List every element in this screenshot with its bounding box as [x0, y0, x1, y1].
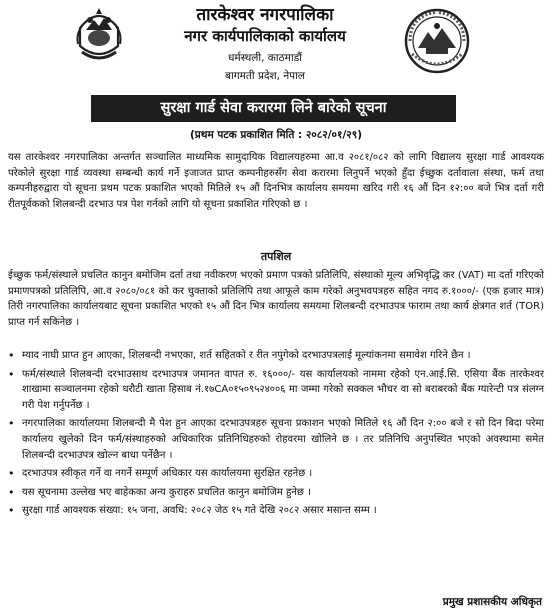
list-item — [6, 485, 544, 501]
office-address: धर्मस्थली, काठमाडौं — [227, 52, 303, 64]
bullet-icon: • — [8, 417, 15, 431]
section-heading: तपशिल — [260, 250, 292, 263]
list-item-text: यस सूचनामा उल्लेख भए बाहेकका अन्य कुराहरु प्रचलित कानुन बमोजिम हुनेछ । — [22, 486, 311, 498]
nepal-emblem-logo — [72, 6, 126, 66]
bullet-icon: • — [8, 367, 15, 381]
list-item-text: दरभाउपत्र स्वीकृत गर्ने वा नगर्ने सम्पूर्ण अधिकार यस कार्यालयमा सुरक्षित रहनेछ । — [22, 468, 313, 480]
office-name: नगर कार्यपालिकाको कार्यालय — [184, 27, 346, 45]
publish-date: (प्रथम पटक प्रकाशित मिति : २०८२/०१/२९) — [189, 129, 362, 141]
list-item — [6, 416, 544, 463]
municipality-seal-logo — [404, 8, 470, 74]
intro-paragraph: यस तारकेश्वर नगरपालिका अन्तर्गत सञ्चालित माध्यमिक सामुदायिक विद्यालयहरुमा आ.व २०८१/०८२ को लागि विद्यालय सुरक्षा गार्ड आवश्यक परेकोले सुरक्षा गार्ड व्यवस्था सम्बन्धी कार्य गर्ने इजाजत प्राप्त कम्पनीहरुसँग सेवा करारमा लिनुपर्ने भएको हुँदा ईच्छुक दर्तावाला संस्था, फर्म तथा कम्पनीहरुद्वारा यो सूचना प्रथम पटक प्रकाशित भएको मितिले १५ औं दिनभित्र कार्यालय समयमा खरिद गरी १६ औं दिन १२:०० बजे भित्र दर्ता गरी रीतपूर्वकको शिलबन्दी दरभाउ पत्र पेश गर्नको लागि यो सूचना प्रकाशित गरिएको छ । — [8, 152, 544, 210]
list-item-text: नगरपालिका कार्यालयमा शिलबन्दी मै पेश हुन आएका दरभाउपत्रहरु सूचना प्रकाशन भएको मितिले १६ औं दिन २:०० बजे र सो दिन बिदा परेमा कार्यालय खुलेको दिन फर्म/संस्थाहरुको अधिकारिक प्रतिनिधिहरुको रोहवरमा खोलिने छ । तर प्रतिनिधि अनुपस्थित भएको अवस्थामा समेत शिलबन्दी दरभाउपत्र खोल्न बाधा पर्नेछैन । — [22, 418, 544, 461]
list-item — [6, 466, 544, 482]
bullet-icon: • — [8, 467, 15, 481]
bullet-icon: • — [8, 504, 15, 518]
list-item-text: म्याद नाघी प्राप्त हुन आएका, शिलबन्दी नभएका, शर्त सहितको र रीत नपुगेको दरभाउपत्रलाई मूल्यांकनमा समावेश गरिने छैन । — [22, 350, 471, 361]
bullet-icon: • — [8, 485, 15, 499]
list-item — [6, 367, 544, 414]
list-item-text: सुरक्षा गार्ड आवश्यक संख्या: १५ जना, अवधि: २०८२ जेठ १५ गते देखि २०८२ असार मसान्त सम्म । — [22, 505, 377, 517]
list-item — [6, 503, 544, 519]
municipality-name: तारकेश्वर नगरपालिका — [196, 5, 334, 25]
conditions-list — [6, 348, 544, 522]
conditions-paragraph: ईच्छुक फर्म/संस्थाले प्रचलित कानुन बमोजिम दर्ता तथा नवीकरण भएको प्रमाण पत्रको प्रतिलिपि, संस्थाको मूल्य अभिवृद्धि कर (VAT) मा दर्ता गरिएको प्रमाणपत्रको प्रतिलिपि, आ.व २०८०/०८१ को कर चुक्ताको प्रतिलिपि तथा आफूले काम गरेको अनुभवपत्रहरु सहित नगद रु.१०००/- (एक हजार मात्र) तिरी नगरपालिका कार्यालयबाट सूचना प्रकाशित भएको १५ औं दिन भित्र कार्यालय समयमा शिलबन्दी दरभाउपत्र फाराम तथा कार्य क्षेत्रगत शर्त (TOR) प्राप्त गर्न सकिनेछ । — [8, 270, 544, 328]
signature-title: प्रमुख प्रशासकीय अधिकृत — [442, 596, 542, 608]
bullet-icon: • — [8, 349, 15, 362]
office-province: बागमती प्रदेश, नेपाल — [225, 70, 305, 82]
notice-title-banner: सुरक्षा गार्ड सेवा करारमा लिने बारेको सूचना — [91, 95, 456, 122]
list-item-text: फर्म/संस्थाले शिलबन्दी दरभाउसाथ दरभाउपत्र जमानत वापत रु. १६०००/- यस कार्यालयको नाममा रहेको एन.आई.सि. एसिया बैंक तारकेश्वर शाखामा सञ्चालनमा रहेको धरौटी खाता हिसाब नं.१७CA०१५०९५२४००६ मा जम्मा गरेको सक्कल भौचर वा सो बराबरको बैंक ग्यारेन्टी पत्र संलग्न गरी पेश गर्नुपर्नेछ । — [22, 368, 544, 411]
list-item — [6, 348, 544, 364]
